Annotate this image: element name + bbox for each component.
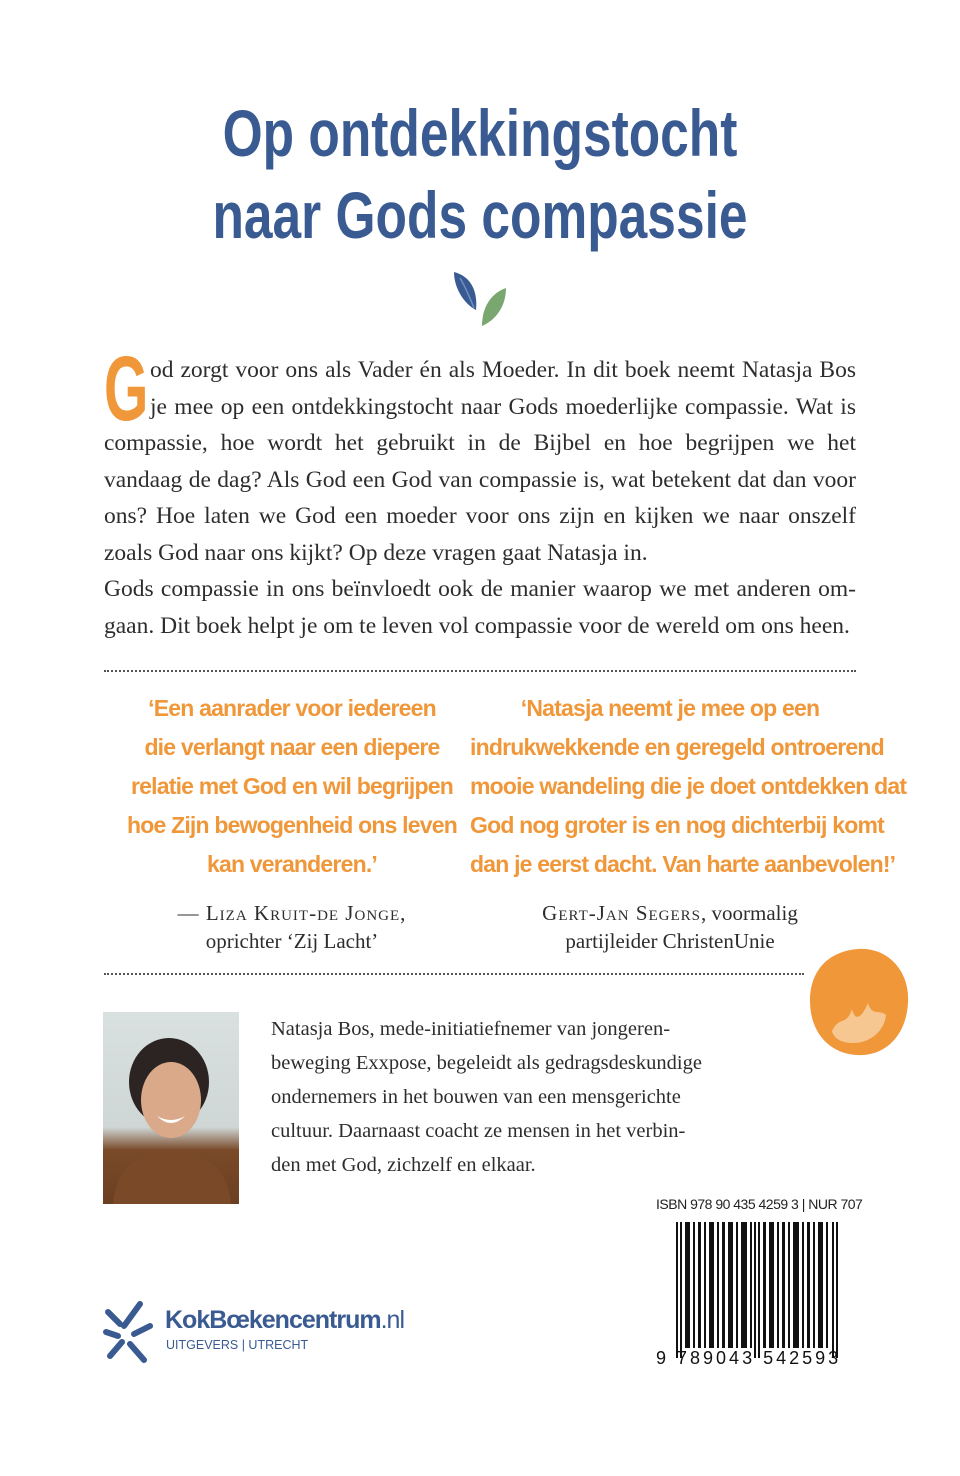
publisher-tld: .nl xyxy=(380,1306,404,1334)
quote-line: God nog groter is en nog dichterbij komt xyxy=(470,812,884,838)
author-photo xyxy=(103,1012,239,1204)
quote-line: dan je eerst dacht. Van harte aanbevolen!’ xyxy=(470,851,896,877)
publisher-name-text: KokBœkencentrum xyxy=(165,1306,381,1334)
divider-top xyxy=(104,670,856,672)
quote-1 xyxy=(104,689,480,884)
author-portrait-icon xyxy=(103,1012,239,1204)
publisher-logo-icon xyxy=(100,1298,156,1368)
orange-blob-decoration xyxy=(806,945,912,1060)
quote-line: kan veranderen.’ xyxy=(206,851,377,877)
quote-role: partijleider ChristenUnie xyxy=(565,929,775,953)
bio-line: Natasja Bos, mede-initiatiefnemer van jongeren- xyxy=(271,1018,671,1040)
intro-paragraph-1-text: od zorgt voor ons als Vader én als Moeder. In dit boek neemt Natasja Bos je mee op een ontdekkingstocht naar Gods moederlijke compassie. Wat is compassie, hoe wordt het gebruikt in de Bijbel en hoe begrijpen we het vandaag de dag? Als God een God van compassie is, wat betekent dat dan voor ons? Hoe laten we God een moeder voor ons zijn en kijken we naar onszelf zoals God naar ons kijkt? Op deze vragen gaat Natasja in. xyxy=(104,357,856,566)
quote-role: oprichter ‘Zij Lacht’ xyxy=(205,929,379,953)
title-line-1: Op ontdekkingstocht xyxy=(222,96,738,170)
quote-author-suffix: , voormalig xyxy=(701,901,798,925)
bio-line: cultuur. Daarnaast coacht ze mensen in het verbin- xyxy=(271,1120,686,1142)
isbn-label: ISBN 978 90 435 4259 3 | NUR 707 xyxy=(656,1196,863,1212)
quote-line: hoe Zijn bewogenheid ons leven xyxy=(127,812,457,838)
book-title xyxy=(106,92,855,256)
quote-1-attribution xyxy=(104,899,480,955)
quote-line: ‘Een aanrader voor iedereen xyxy=(148,695,436,721)
bio-line: beweging Exxpose, begeleidt als gedragsdeskundige xyxy=(271,1052,702,1074)
quote-author: Gert-Jan Segers xyxy=(542,901,702,925)
quote-line: die verlangt naar een diepere xyxy=(144,734,440,760)
title-line-2: naar Gods compassie xyxy=(212,178,748,252)
publisher-logo xyxy=(100,1298,440,1368)
dropcap: G xyxy=(104,338,149,440)
quote-line: mooie wandeling die je doet ontdekken dat xyxy=(470,773,907,799)
intro-text xyxy=(104,338,856,644)
quote-line: relatie met God en wil begrijpen xyxy=(130,773,454,799)
bio-line: den met God, zichzelf en elkaar. xyxy=(271,1154,536,1176)
intro-paragraph-2: Gods compassie in ons beïnvloedt ook de manier waarop we met anderen om-gaan. Dit boek helpt je om te leven vol compassie voor de wereld om ons heen. xyxy=(104,576,856,639)
divider-bottom xyxy=(104,973,804,975)
quote-line: ‘Natasja neemt je mee op een xyxy=(520,695,820,721)
quote-author: — Liza Kruit-de Jonge, xyxy=(177,901,407,925)
quote-2 xyxy=(470,689,907,884)
author-bio xyxy=(271,1012,771,1182)
leaves-icon xyxy=(448,268,518,330)
quote-line: indrukwekkende en geregeld ontroerend xyxy=(470,734,884,760)
publisher-subtitle: UITGEVERS | UTRECHT xyxy=(166,1338,309,1352)
bio-line: ondernemers in het bouwen van een mensgerichte xyxy=(271,1086,681,1108)
barcode-digits: 9 789043 542593 xyxy=(656,1348,842,1368)
publisher-name xyxy=(165,1306,404,1335)
intro-paragraph-1 xyxy=(104,338,856,571)
